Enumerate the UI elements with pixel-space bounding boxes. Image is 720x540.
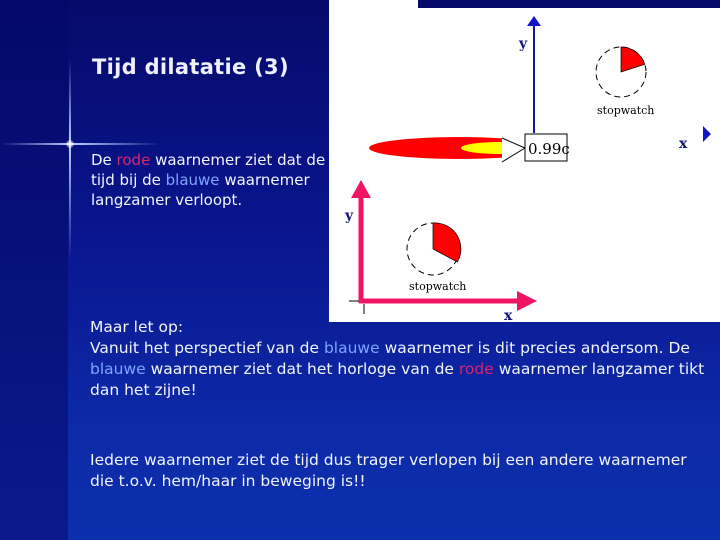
intro-text bbox=[91, 150, 331, 210]
warning-body bbox=[90, 338, 710, 401]
blue-word: blauwe bbox=[165, 171, 220, 189]
x-arrow-icon bbox=[517, 291, 537, 311]
rest-y-label: y bbox=[345, 208, 354, 224]
text: Vanuit het perspectief van de bbox=[90, 339, 324, 357]
figure-svg bbox=[329, 8, 720, 322]
relativity-figure bbox=[329, 8, 720, 322]
text: De bbox=[91, 151, 117, 169]
conclusion-paragraph: Iedere waarnemer ziet de tijd dus trager verlopen bij een andere waarnemer die t.o.v. hem/haar in beweging is!! bbox=[90, 451, 687, 490]
y-arrow-icon bbox=[527, 16, 541, 26]
blue-word: blauwe bbox=[323, 339, 380, 357]
rest-frame bbox=[344, 180, 537, 322]
moving-x-label: x bbox=[679, 136, 688, 152]
stopwatch-label: stopwatch bbox=[409, 280, 467, 293]
text: waarnemer is dit precies andersom. De bbox=[379, 339, 690, 357]
speed-label: 0.99c bbox=[528, 140, 570, 158]
text: waarnemer langzamer tikt dan het zijne! bbox=[90, 360, 705, 399]
text: waarnemer ziet dat het horloge van de bbox=[145, 360, 459, 378]
left-band bbox=[0, 0, 68, 540]
y-arrow-icon bbox=[351, 180, 371, 198]
text: waarnemer ziet dat de tijd bij de bbox=[91, 151, 326, 189]
x-arrow-icon bbox=[703, 126, 711, 142]
rest-x-label: x bbox=[504, 308, 513, 322]
stopwatch-icon bbox=[596, 47, 646, 97]
slide-title: Tijd dilatatie (3) bbox=[92, 55, 289, 79]
red-word: rode bbox=[458, 360, 494, 378]
moving-y-label: y bbox=[519, 36, 528, 52]
light-flare-center bbox=[66, 140, 74, 148]
text: waarnemer langzamer verloopt. bbox=[91, 171, 310, 209]
warning-paragraph bbox=[90, 317, 710, 401]
moving-frame bbox=[369, 16, 711, 163]
red-word: rode bbox=[116, 151, 151, 169]
light-flare-vertical bbox=[69, 60, 71, 260]
light-flare-horizontal bbox=[0, 143, 160, 145]
stopwatch-label: stopwatch bbox=[597, 104, 655, 117]
warning-heading: Maar let op: bbox=[90, 318, 184, 336]
blue-word: blauwe bbox=[90, 360, 146, 378]
stopwatch-icon bbox=[407, 223, 461, 275]
